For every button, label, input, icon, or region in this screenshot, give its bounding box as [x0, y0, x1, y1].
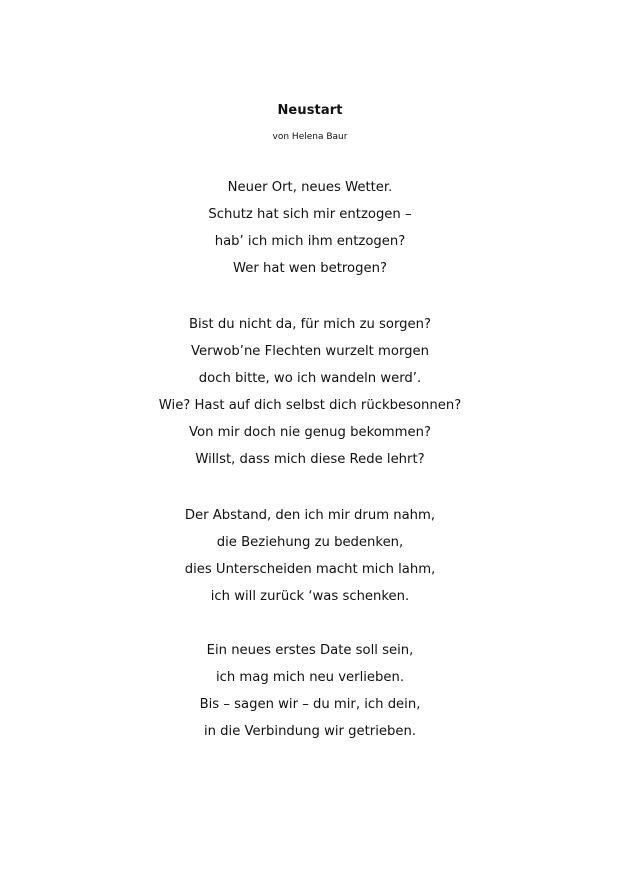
poem-line: Der Abstand, den ich mir drum nahm,	[184, 508, 436, 523]
poem-line: Schutz hat sich mir entzogen –	[208, 207, 412, 222]
poem-line: Bis – sagen wir – du mir, ich dein,	[199, 697, 421, 712]
poem-line: Ein neues erstes Date soll sein,	[206, 643, 414, 658]
poem-line: Von mir doch nie genug bekommen?	[189, 425, 431, 440]
poem-line: Wer hat wen betrogen?	[233, 261, 387, 276]
stanza-2	[0, 311, 620, 473]
poem-line: dies Unterscheiden macht mich lahm,	[184, 562, 436, 577]
poem-title: Neustart	[277, 103, 343, 118]
poem-line: in die Verbindung wir getrieben.	[203, 724, 417, 739]
stanza-4	[0, 637, 620, 745]
poem-author: von Helena Baur	[272, 132, 348, 142]
poem-line: hab’ ich mich ihm entzogen?	[214, 234, 406, 249]
poem-line: doch bitte, wo ich wandeln werd’.	[198, 371, 422, 386]
poem-line: Wie? Hast auf dich selbst dich rückbesonnen?	[158, 398, 462, 413]
stanza-1	[0, 174, 620, 282]
poem-line: Bist du nicht da, für mich zu sorgen?	[188, 317, 432, 332]
poem-line: Willst, dass mich diese Rede lehrt?	[195, 452, 425, 467]
poem-line: ich will zurück ‘was schenken.	[210, 589, 410, 604]
poem-line: ich mag mich neu verlieben.	[215, 670, 405, 685]
poem-line: die Beziehung zu bedenken,	[216, 535, 404, 550]
stanza-3	[0, 502, 620, 610]
poem-line: Verwob’ne Flechten wurzelt morgen	[191, 344, 429, 359]
poem-line: Neuer Ort, neues Wetter.	[227, 180, 393, 195]
